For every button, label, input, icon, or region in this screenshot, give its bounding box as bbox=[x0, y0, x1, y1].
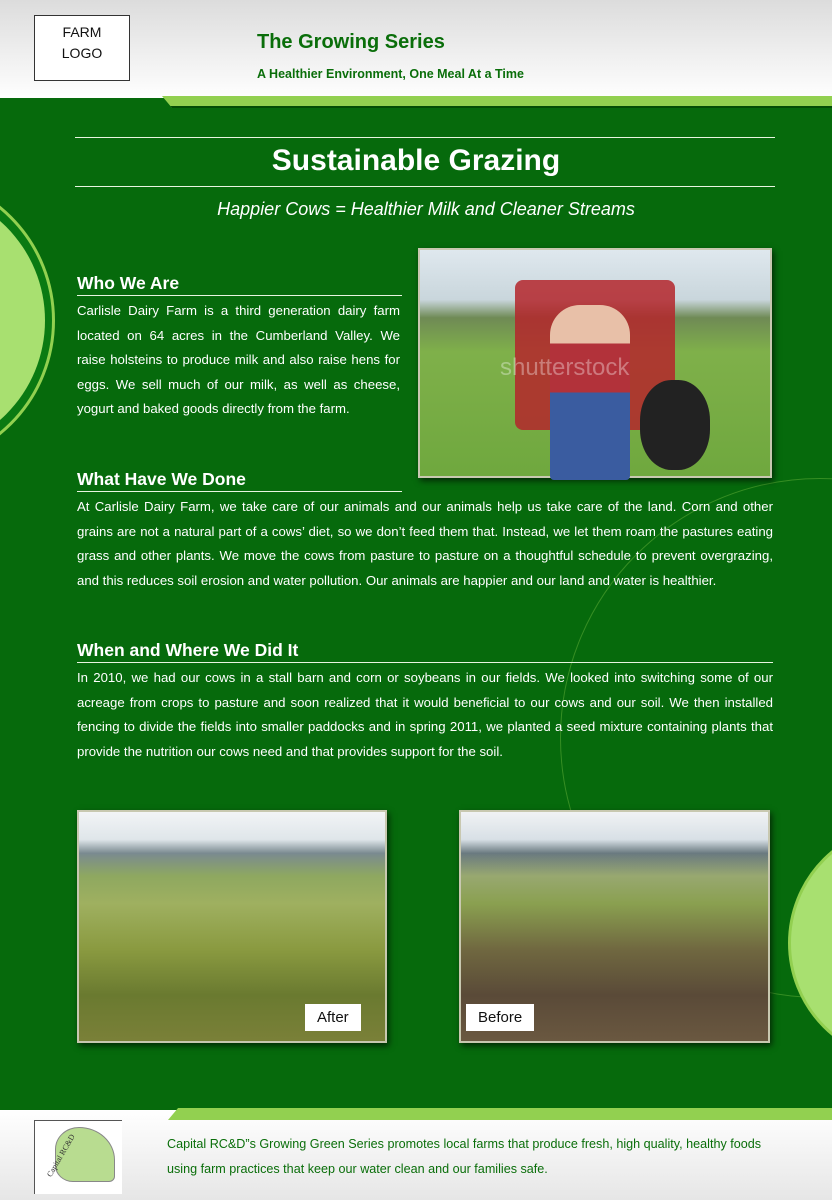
farmer-tractor-photo bbox=[418, 248, 772, 478]
tractor-wheel bbox=[640, 380, 710, 470]
series-subtitle: A Healthier Environment, One Meal At a Time bbox=[257, 67, 524, 81]
after-label: After bbox=[305, 1004, 361, 1031]
logo-line-1: FARM bbox=[62, 24, 102, 40]
logo-line-2: LOGO bbox=[61, 45, 103, 61]
logo-text: Capital RC&D bbox=[45, 1132, 77, 1179]
header-accent-strip bbox=[162, 96, 832, 108]
footer-accent-strip bbox=[168, 1108, 832, 1120]
section-body-who: Carlisle Dairy Farm is a third generation dairy farm located on 64 acres in the Cumberland Valley. We raise holsteins to produce milk and also raise hens for eggs. We sell much of our milk, as well as cheese, yogurt and baked goods directly from the farm. bbox=[77, 303, 400, 417]
footer-text: Capital RC&D”s Growing Green Series promotes local farms that produce fresh, high quality, healthy foods using farm practices that keep our water clean and our families safe. bbox=[167, 1137, 762, 1176]
page-header bbox=[0, 0, 832, 100]
series-title: The Growing Series bbox=[257, 31, 445, 53]
farmer-figure bbox=[550, 305, 630, 480]
section-heading-what: What Have We Done bbox=[77, 469, 402, 492]
title-rule-top bbox=[75, 137, 775, 138]
section-body-when: In 2010, we had our cows in a stall barn and corn or soybeans in our fields. We looked into switching some of our acreage from crops to pasture and soon realized that it would beneficial to our cows and our soil. We then installed fencing to divide the fields into smaller paddocks and in spring 2011, we planted a seed mixture containing plants that provide the nutrition our cows need and that provides support for the soil. bbox=[77, 670, 773, 759]
section-heading-when: When and Where We Did It bbox=[77, 640, 773, 663]
title-rule-bottom bbox=[75, 186, 775, 187]
section-body-what: At Carlisle Dairy Farm, we take care of our animals and our animals help us take care of the land. Corn and other grains are not a natural part of a cows’ diet, so we don’t feed them that. Instead, we let them roam the pastures eating grass and other plants. We move the cows from pasture to pasture on a thoughtful schedule to prevent overgrazing, and this reduces soil erosion and water pollution. Our animals are happier and our land and water is healthier. bbox=[77, 499, 773, 588]
section-heading-who: Who We Are bbox=[77, 273, 402, 296]
photo-watermark: shutterstock bbox=[500, 354, 630, 381]
page-title: Sustainable Grazing bbox=[271, 144, 561, 177]
page-subtitle: Happier Cows = Healthier Milk and Cleaner Streams bbox=[217, 199, 635, 219]
capital-rcd-logo bbox=[34, 1120, 122, 1194]
farm-logo-placeholder bbox=[34, 15, 130, 81]
before-label: Before bbox=[466, 1004, 534, 1031]
